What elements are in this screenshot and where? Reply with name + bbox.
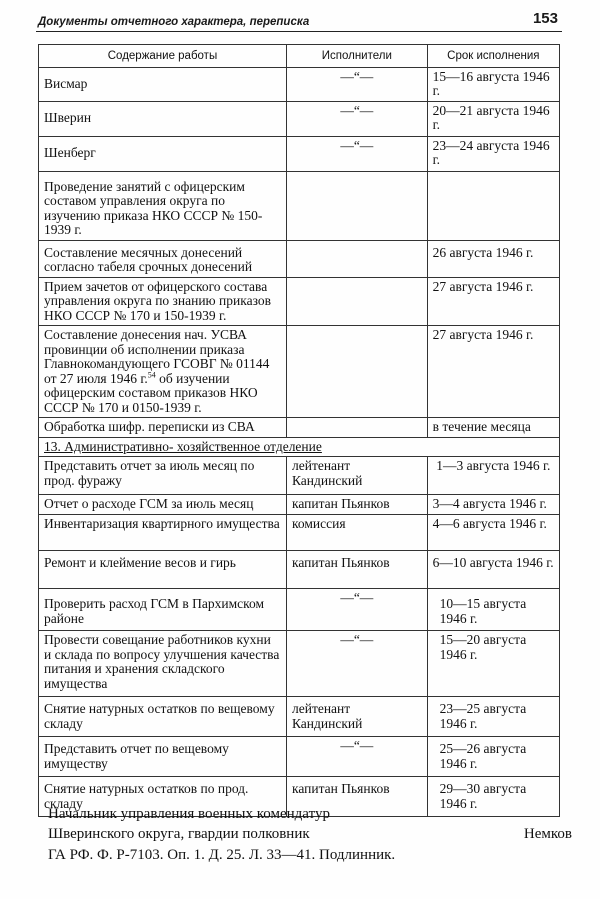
running-title: Документы отчетного характера, переписка	[38, 16, 310, 28]
work-cell: Представить отчет за июль месяц по прод. фуражу	[39, 457, 287, 495]
table-row	[39, 326, 560, 418]
table-row	[39, 631, 560, 697]
work-cell: Проведение занятий с офицерским составом управления округа по изучению приказа НКО СССР № 150-1939 г.	[39, 171, 287, 240]
executor-cell: —“—	[286, 67, 427, 101]
column-header-executors: Исполнители	[286, 45, 427, 68]
work-cell: Висмар	[39, 67, 287, 101]
deadline-cell: 6—10 августа 1946 г.	[427, 551, 559, 589]
table-row	[39, 418, 560, 438]
executor-cell: лейтенант Кандинский	[286, 457, 427, 495]
work-cell: Шенберг	[39, 136, 287, 171]
work-cell: Прием зачетов от офицерского состава управления округа по знанию приказов НКО СССР № 170 и 150-1939 г.	[39, 277, 287, 326]
table-row	[39, 171, 560, 240]
deadline-cell: 1—3 августа 1946 г.	[427, 457, 559, 495]
deadline-cell: 29—30 августа 1946 г.	[427, 777, 559, 817]
work-cell: Обработка шифр. переписки из СВА	[39, 418, 287, 438]
archive-source: ГА РФ. Ф. Р-7103. Оп. 1. Д. 25. Л. 33—41. Подлинник.	[48, 847, 396, 863]
footnote-ref: 54	[147, 370, 156, 379]
column-header-deadline: Срок исполнения	[427, 45, 559, 68]
header-rule	[36, 31, 562, 32]
work-cell: Провести совещание работников кухни и склада по вопросу улучшения качества питания и хранения складского имущества	[39, 631, 287, 697]
signature-block	[48, 804, 572, 844]
signature-line-2: Шверинского округа, гвардии полковник	[48, 826, 310, 842]
deadline-cell: 23—25 августа 1946 г.	[427, 697, 559, 737]
work-cell: Шверин	[39, 101, 287, 136]
executor-cell	[286, 240, 427, 277]
table-row	[39, 136, 560, 171]
work-text: Составление донесения нач. УСВА провинции об исполнении приказа Главнокомандующего ГСОВГ № 01144 от 27 июля 1946 г.	[44, 327, 270, 386]
table-row	[39, 457, 560, 495]
work-cell: Снятие натурных остатков по прод. складу	[39, 777, 287, 817]
deadline-cell: 4—6 августа 1946 г.	[427, 515, 559, 551]
work-cell: Снятие натурных остатков по вещевому складу	[39, 697, 287, 737]
deadline-cell: 23—24 августа 1946 г.	[427, 136, 559, 171]
executor-cell: —“—	[286, 737, 427, 777]
work-cell: Представить отчет по вещевому имуществу	[39, 737, 287, 777]
table-row	[39, 101, 560, 136]
executor-cell	[286, 277, 427, 326]
deadline-cell: 26 августа 1946 г.	[427, 240, 559, 277]
executor-cell	[286, 418, 427, 438]
work-cell	[39, 326, 287, 418]
page-number: 153	[532, 10, 558, 27]
deadline-cell: 20—21 августа 1946 г.	[427, 101, 559, 136]
work-cell: Отчет о расходе ГСМ за июль месяц	[39, 495, 287, 515]
column-header-work: Содержание работы	[39, 45, 287, 68]
table-row	[39, 697, 560, 737]
deadline-cell: 27 августа 1946 г.	[427, 326, 559, 418]
work-cell: Ремонт и клеймение весов и гирь	[39, 551, 287, 589]
signature-line-1: Начальник управления военных комендатур	[48, 806, 330, 822]
section-row	[39, 437, 560, 457]
table-row	[39, 277, 560, 326]
deadline-cell	[427, 171, 559, 240]
table-row	[39, 589, 560, 631]
table-row	[39, 737, 560, 777]
table-row	[39, 551, 560, 589]
executor-cell: лейтенант Кандинский	[286, 697, 427, 737]
section-title: 13. Административно- хозяйственное отделение	[44, 438, 322, 454]
signatory-name: Немков	[523, 826, 572, 842]
deadline-cell: 25—26 августа 1946 г.	[427, 737, 559, 777]
executor-cell: —“—	[286, 101, 427, 136]
executor-cell: —“—	[286, 589, 427, 631]
section-title-cell	[39, 437, 560, 457]
table-row	[39, 240, 560, 277]
work-plan-table	[38, 44, 560, 817]
executor-cell: капитан Пьянков	[286, 495, 427, 515]
table-row	[39, 515, 560, 551]
executor-cell: —“—	[286, 631, 427, 697]
table-row	[39, 67, 560, 101]
deadline-cell: 3—4 августа 1946 г.	[427, 495, 559, 515]
executor-cell: капитан Пьянков	[286, 777, 427, 817]
work-cell: Составление месячных донесений согласно табеля срочных донесений	[39, 240, 287, 277]
executor-cell: —“—	[286, 136, 427, 171]
executor-cell: комиссия	[286, 515, 427, 551]
deadline-cell: в течение месяца	[427, 418, 559, 438]
work-cell: Проверить расход ГСМ в Пархимском районе	[39, 589, 287, 631]
deadline-cell: 15—20 августа 1946 г.	[427, 631, 559, 697]
work-cell: Инвентаризация квартирного имущества	[39, 515, 287, 551]
deadline-cell: 10—15 августа 1946 г.	[427, 589, 559, 631]
deadline-cell: 27 августа 1946 г.	[427, 277, 559, 326]
deadline-cell: 15—16 августа 1946 г.	[427, 67, 559, 101]
executor-cell	[286, 326, 427, 418]
table-header-row	[39, 45, 560, 68]
executor-cell: капитан Пьянков	[286, 551, 427, 589]
executor-cell	[286, 171, 427, 240]
table-row	[39, 495, 560, 515]
work-text-cont: об изучении офицерским составом приказов НКО СССР № 170 и 0150-1939 г.	[44, 370, 258, 415]
